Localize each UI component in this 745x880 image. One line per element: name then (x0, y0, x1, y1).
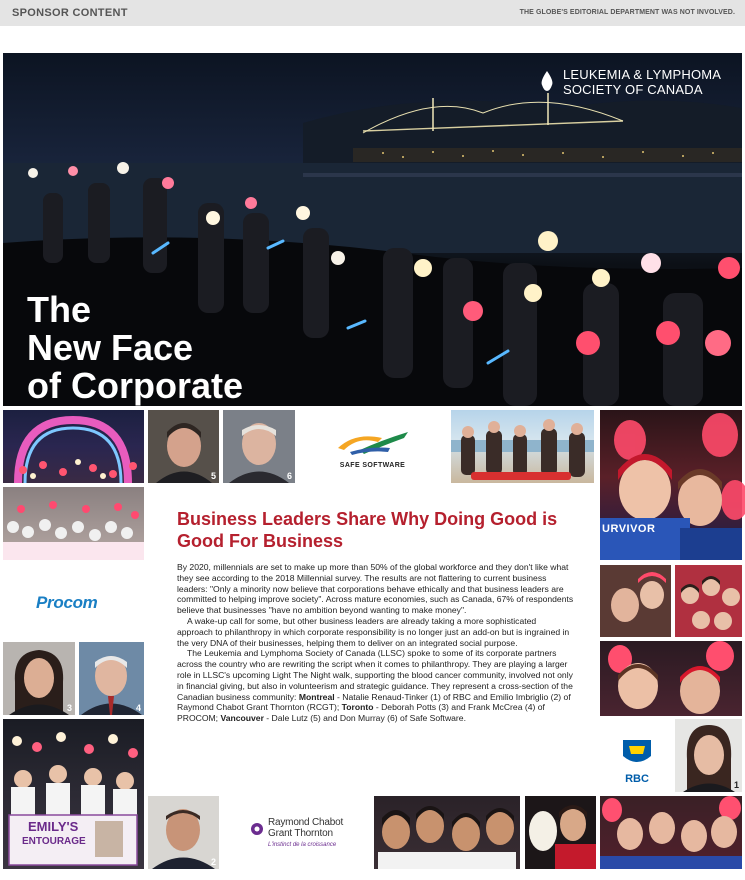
llsc-logo-line2: SOCIETY OF CANADA (563, 82, 703, 97)
photo-girls-lanterns (600, 641, 742, 716)
photo-number: 6 (286, 471, 292, 481)
city-toronto-text: - Deborah Potts (3) and Frank McCrea (4) of PROCOM; (177, 702, 545, 724)
rcgt-flower-icon (250, 822, 264, 836)
safe-software-logo (330, 428, 415, 468)
photo-survivor-kids (600, 410, 742, 560)
photo-number: 2 (210, 857, 216, 867)
headline-line: The (27, 289, 92, 330)
article-body (177, 562, 574, 724)
photo-number: 4 (135, 703, 141, 713)
editorial-disclaimer: THE GLOBE'S EDITORIAL DEPARTMENT WAS NOT INVOLVED. (519, 9, 735, 16)
photo-child-selfie (600, 565, 671, 637)
headline-line: of Corporate (27, 365, 243, 406)
procom-logo: Procom (36, 593, 98, 612)
llsc-logo-line1: LEUKEMIA & LYMPHOMA (563, 67, 722, 82)
rcgt-tagline: L'instinct de la croissance (268, 842, 337, 848)
sponsor-bar (0, 0, 745, 26)
paragraph-2: A wake-up call for some, but other business leaders are already taking a more sophisticated approach to philanthropy in which corporate responsibility is no longer just an add-on but is ingrained in the very DNA of their businesses, helping them to deliver on an integrated social purpose. (177, 615, 570, 648)
photo-women-group (675, 565, 742, 637)
city-vancouver: Vancouver (220, 713, 264, 724)
city-vancouver-text: - Dale Lutz (5) and Don Murray (6) of Safe Software. (263, 713, 466, 724)
rbc-lion-shield-icon (617, 738, 657, 768)
city-toronto: Toronto (341, 702, 374, 713)
photo-emilys-entourage (3, 719, 144, 869)
photo-white-lantern (525, 796, 596, 869)
portrait-natalie-renaud-tinker (675, 719, 742, 792)
photo-group-lanterns (600, 796, 742, 869)
city-montreal: Montreal (298, 691, 335, 702)
rbc-label: RBC (625, 773, 649, 785)
paragraph-1: By 2020, millennials are set to make up more than 50% of the global workforce and they don't like what they see according to the 2018 Millennial survey. The results are not flattering to current business leaders: "Only a minority now believe that corporations behave ethically and that business leaders are committed to helping improve society". Across mature economies, such as Canada, 67% of respondents believe that businesses "have no ambition beyond wanting to make money". (177, 562, 574, 616)
paragraph-3 (177, 648, 574, 724)
sponsor-label: SPONSOR CONTENT (12, 7, 128, 19)
blood-drop-icon (540, 71, 554, 91)
banner-line1: EMILY'S (28, 819, 79, 834)
portrait-don-murray (223, 410, 295, 483)
photo-women-selfie (374, 796, 520, 869)
safe-software-mark (330, 428, 415, 456)
rcgt-line1: Raymond Chabot (268, 817, 344, 828)
rcgt-line2: Grant Thornton (268, 828, 333, 839)
photo-beach-group (451, 410, 594, 483)
banner-line2: ENTOURAGE (22, 836, 86, 847)
hero-image (3, 53, 742, 406)
photo-lantern-arch (3, 410, 144, 483)
portrait-dale-lutz (148, 410, 219, 483)
city-montreal-text: - Natalie Renaud-Tinker (1) of RBC and Emilio Imbriglio (2) of Raymond Chabot Grant Thornton (RCGT); (177, 691, 571, 713)
photo-walk-crowd (3, 487, 144, 560)
safe-software-label: SAFE SOFTWARE (339, 462, 406, 469)
paragraph-3-intro: The Leukemia and Lymphoma Society of Canada (LLSC) spoke to some of its corporate partners across the country who are rewriting the script when it comes to philanthropy. They are playing a larger role in LLSC's upcoming Light The Night walk, supporting the blood cancer community, involved not only in financial giving, but also in volunteerism and strategic guidance. They represent a cross-section of the Canadian business community: (177, 648, 573, 702)
photo-number: 5 (210, 471, 216, 481)
headline-line: New Face (27, 327, 194, 368)
rbc-logo (617, 738, 657, 784)
article-title: Business Leaders Share Why Doing Good is Good For Business (177, 509, 558, 551)
portrait-emilio-imbriglio (148, 796, 219, 869)
portrait-deborah-potts (3, 642, 75, 715)
portrait-frank-mccrea (79, 642, 144, 715)
photo-number: 3 (66, 703, 72, 713)
rcgt-logo (250, 817, 360, 853)
photo-number: 1 (733, 780, 739, 790)
survivor-shirt-text: URVIVOR (602, 523, 656, 535)
